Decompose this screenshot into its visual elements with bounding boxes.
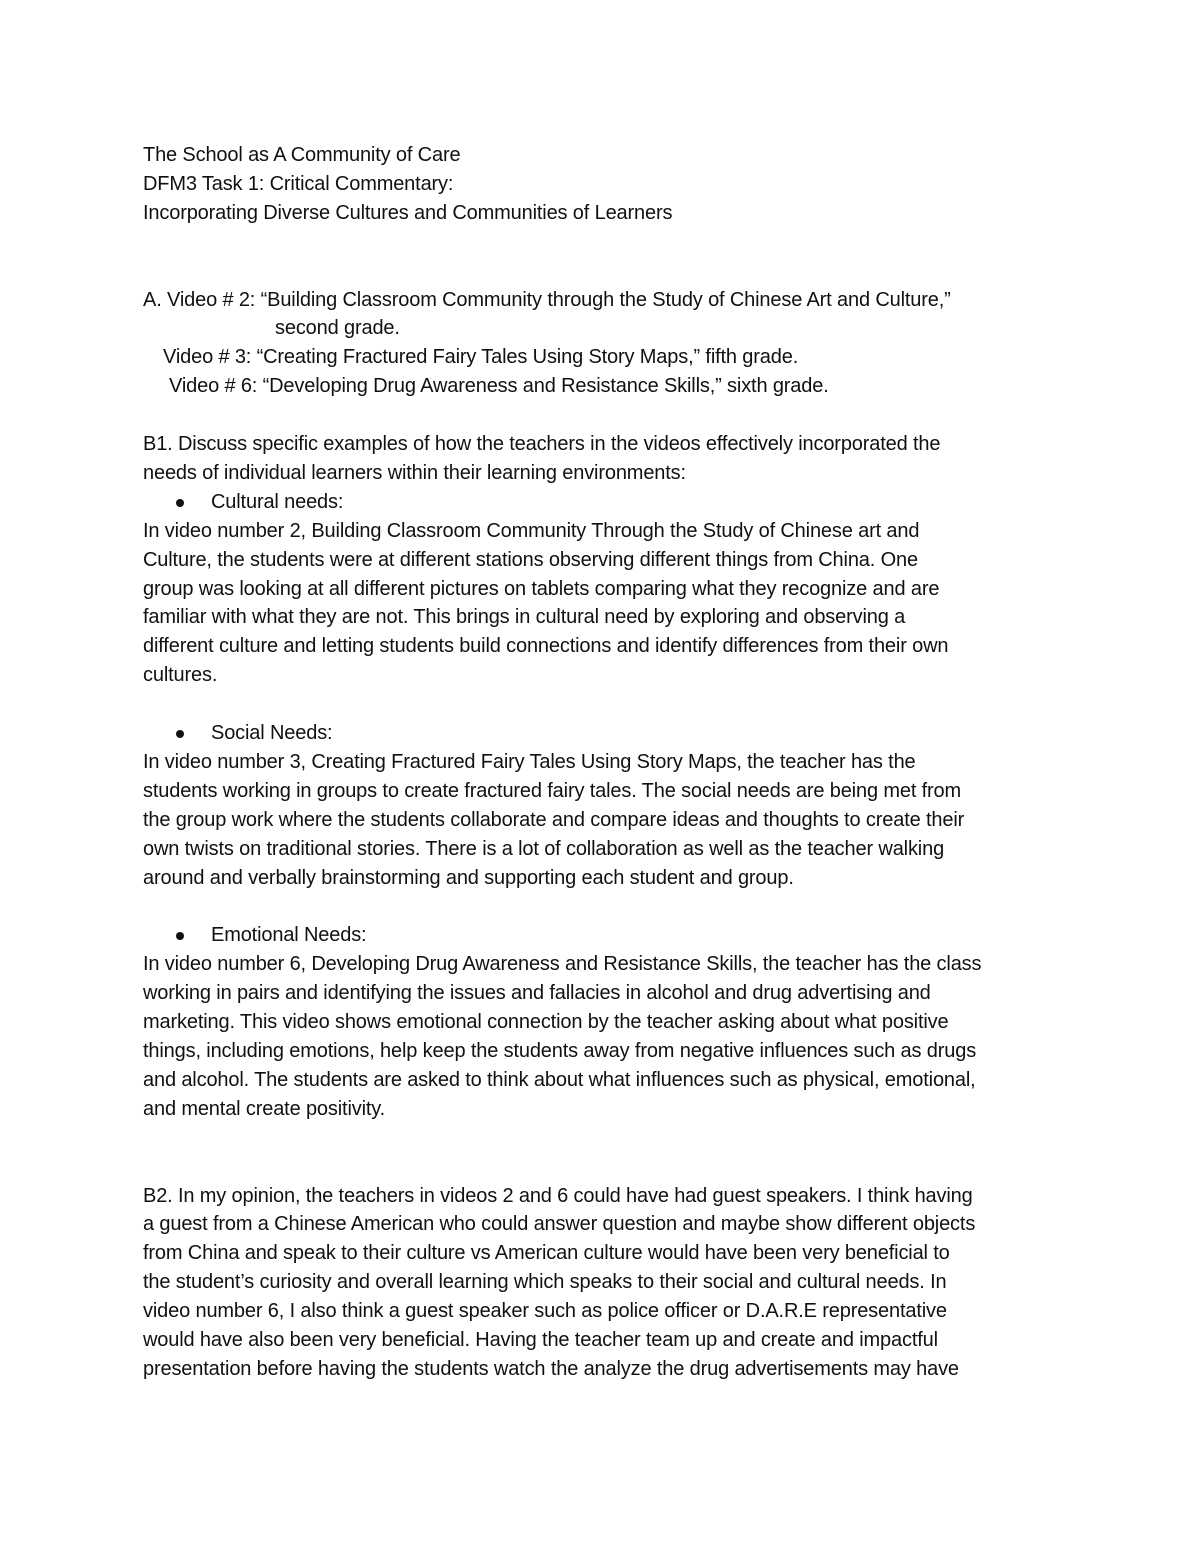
paragraph-line: would have also been very beneficial. Having the teacher team up and create and impactful xyxy=(143,1329,938,1352)
paragraph-line: the student’s curiosity and overall learning which speaks to their social and cultural needs. In xyxy=(143,1271,947,1294)
spacer xyxy=(143,401,1063,430)
paragraph-line: students working in groups to create fractured fairy tales. The social needs are being met from xyxy=(143,779,962,802)
paragraph-line: presentation before having the students watch the analyze the drug advertisements may have xyxy=(143,1357,959,1380)
paragraph-line: the group work where the students collaborate and compare ideas and thoughts to create their xyxy=(143,808,965,831)
section-b1 xyxy=(143,430,1063,1124)
document-title: The School as A Community of Care xyxy=(143,144,461,166)
paragraph-line: cultures. xyxy=(143,664,218,687)
social-needs-paragraph xyxy=(143,748,1063,893)
paragraph-line: video number 6, I also think a guest speaker such as police officer or D.A.R.E representative xyxy=(143,1300,947,1323)
social-needs-bullet xyxy=(143,719,1063,748)
paragraph-line: marketing. This video shows emotional connection by the teacher asking about what positive xyxy=(143,1011,949,1034)
video-2-line-2: second grade. xyxy=(275,317,400,340)
paragraph-line: from China and speak to their culture vs American culture would have been very beneficial to xyxy=(143,1242,950,1265)
cultural-needs-paragraph xyxy=(143,517,1063,690)
spacer xyxy=(143,690,1063,719)
paragraph-line: and alcohol. The students are asked to think about what influences such as physical, emotional, xyxy=(143,1068,976,1091)
b1-intro-line: B1. Discuss specific examples of how the teachers in the videos effectively incorporated the xyxy=(143,433,941,456)
paragraph-line: In video number 2, Building Classroom Community Through the Study of Chinese art and xyxy=(143,519,920,542)
paragraph-line: working in pairs and identifying the issues and fallacies in alcohol and drug advertising and xyxy=(143,982,931,1005)
paragraph-line: Culture, the students were at different stations observing different things from China. One xyxy=(143,548,918,571)
section-b2 xyxy=(143,1182,1063,1384)
spacer xyxy=(143,893,1063,922)
emotional-needs-bullet xyxy=(143,921,1063,950)
spacer xyxy=(143,228,1063,257)
paragraph-line: B2. In my opinion, the teachers in videos 2 and 6 could have had guest speakers. I think having xyxy=(143,1184,973,1207)
paragraph-line: different culture and letting students build connections and identify differences from their own xyxy=(143,635,949,658)
section-a xyxy=(143,286,1063,402)
spacer xyxy=(143,1124,1063,1153)
emotional-needs-paragraph xyxy=(143,950,1063,1123)
bullet-label: Cultural needs: xyxy=(211,490,344,513)
cultural-needs-bullet xyxy=(143,488,1063,517)
document-body xyxy=(143,141,1063,1384)
paragraph-line: In video number 3, Creating Fractured Fairy Tales Using Story Maps, the teacher has the xyxy=(143,750,916,773)
bullet-label: Emotional Needs: xyxy=(211,924,367,947)
paragraph-line: around and verbally brainstorming and supporting each student and group. xyxy=(143,866,794,889)
paragraph-line: and mental create positivity. xyxy=(143,1097,386,1120)
video-2-line-1: A. Video # 2: “Building Classroom Community through the Study of Chinese Art and Culture,” xyxy=(143,288,951,311)
paragraph-line: a guest from a Chinese American who could answer question and maybe show different objects xyxy=(143,1213,976,1236)
paragraph-line: familiar with what they are not. This brings in cultural need by exploring and observing a xyxy=(143,606,906,629)
bullet-icon xyxy=(176,499,184,507)
paragraph-line: own twists on traditional stories. There is a lot of collaboration as well as the teacher walking xyxy=(143,837,945,860)
paragraph-line: In video number 6, Developing Drug Awareness and Resistance Skills, the teacher has the class xyxy=(143,953,982,976)
video-3-line: Video # 3: “Creating Fractured Fairy Tales Using Story Maps,” fifth grade. xyxy=(163,346,799,369)
task-heading: DFM3 Task 1: Critical Commentary: xyxy=(143,172,454,195)
paragraph-line: things, including emotions, help keep the students away from negative influences such as drugs xyxy=(143,1040,977,1063)
video-6-line: Video # 6: “Developing Drug Awareness and Resistance Skills,” sixth grade. xyxy=(169,375,829,398)
bullet-icon xyxy=(176,730,184,738)
document-subtitle: Incorporating Diverse Cultures and Communities of Learners xyxy=(143,201,673,224)
spacer xyxy=(143,1153,1063,1182)
paragraph-line: group was looking at all different pictures on tablets comparing what they recognize and are xyxy=(143,577,940,600)
bullet-label: Social Needs: xyxy=(211,722,333,745)
b1-intro-line: needs of individual learners within their learning environments: xyxy=(143,461,686,484)
spacer xyxy=(143,257,1063,286)
